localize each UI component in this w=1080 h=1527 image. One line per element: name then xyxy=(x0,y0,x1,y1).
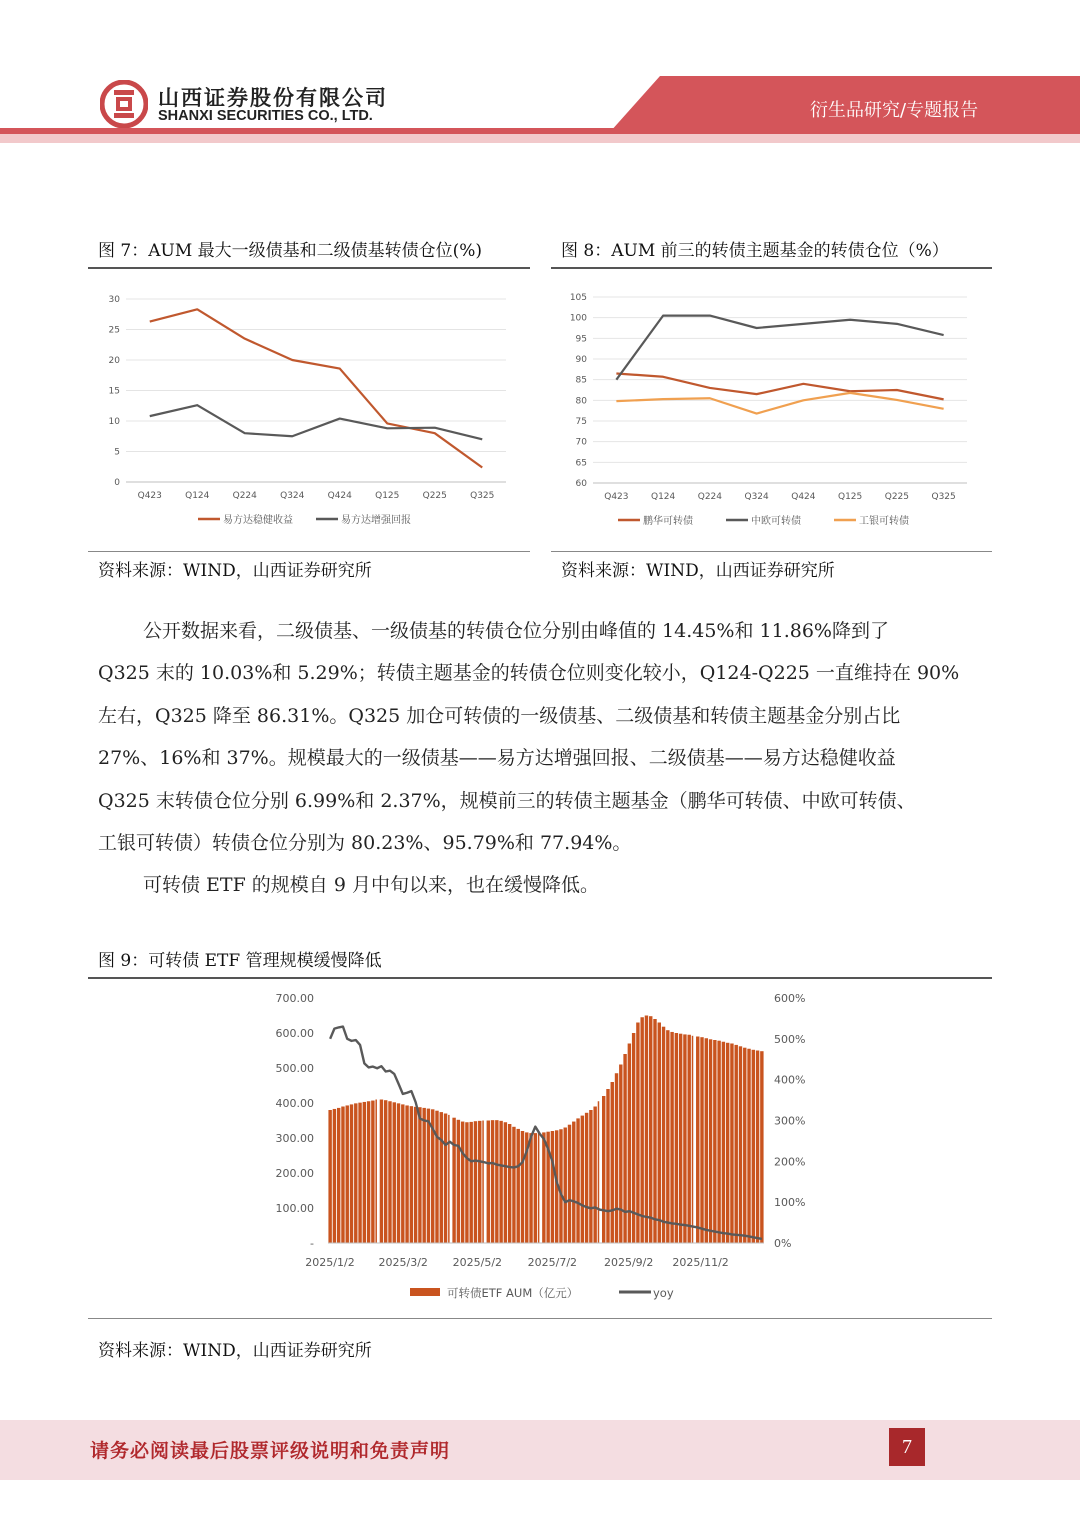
y-right-tick-label: 200% xyxy=(774,1155,806,1169)
aum-bar xyxy=(598,1101,599,1243)
aum-bar xyxy=(679,1034,682,1243)
aum-bar xyxy=(354,1103,357,1243)
body-paragraph-1-line-5: Q325 末转债仓位分别 6.99%和 2.37%，规模前三的转债主题基金（鹏华可转债、中欧可转债、 xyxy=(98,790,916,812)
company-logo-icon xyxy=(100,80,148,128)
y-tick-label: 75 xyxy=(575,417,587,427)
aum-bar xyxy=(747,1049,750,1243)
aum-bar xyxy=(508,1124,511,1243)
figure-8-source: 资料来源：WIND，山西证券研究所 xyxy=(561,561,835,581)
aum-bar xyxy=(422,1108,425,1243)
y-right-tick-label: 100% xyxy=(774,1196,806,1210)
aum-bar xyxy=(491,1120,494,1243)
figure-8-title: 图 8：AUM 前三的转债主题基金的转债仓位（%） xyxy=(561,241,949,261)
aum-bar xyxy=(538,1133,539,1243)
x-tick-label: Q225 xyxy=(422,491,447,501)
aum-bar xyxy=(739,1046,742,1243)
body-paragraph-1-line-6: 工银可转债）转债仓位分别为 80.23%、95.79%和 77.94%。 xyxy=(98,832,632,854)
legend-label: 中欧可转债 xyxy=(751,516,801,527)
x-tick-label: Q124 xyxy=(650,492,676,502)
aum-bar xyxy=(752,1050,755,1243)
aum-bar xyxy=(756,1051,759,1244)
x-tick-label: Q325 xyxy=(931,492,956,502)
aum-bar xyxy=(328,1110,331,1243)
aum-bar xyxy=(444,1114,447,1244)
legend-label: 易方达稳健收益 xyxy=(223,515,293,526)
x-tick-label: Q224 xyxy=(232,491,257,501)
aum-bar xyxy=(504,1122,507,1243)
aum-bar xyxy=(640,1017,643,1243)
aum-bar xyxy=(401,1104,404,1243)
y-tick-label: 30 xyxy=(108,295,120,305)
y-tick-label: 85 xyxy=(575,375,587,386)
figure-7-source: 资料来源：WIND，山西证券研究所 xyxy=(98,561,372,581)
legend-label: 易方达增强回报 xyxy=(341,515,411,526)
aum-bar xyxy=(410,1106,413,1243)
y-tick-label: 80 xyxy=(575,396,587,407)
aum-bar xyxy=(602,1096,605,1243)
aum-bar xyxy=(576,1118,579,1243)
x-tick-label: 2025/11/2 xyxy=(672,1256,729,1269)
aum-bar xyxy=(658,1023,661,1244)
y-tick-label: 90 xyxy=(575,355,587,365)
aum-bar xyxy=(427,1109,430,1243)
body-paragraph-2: 可转债 ETF 的规模自 9 月中旬以来，也在缓慢降低。 xyxy=(143,874,599,896)
y-tick-label: 65 xyxy=(575,458,587,469)
y-left-tick-label: 400.00 xyxy=(275,1097,314,1110)
y-tick-label: 10 xyxy=(108,417,120,427)
aum-bar xyxy=(653,1019,656,1243)
y-tick-label: 95 xyxy=(575,334,587,345)
report-section-label: 衍生品研究/专题报告 xyxy=(810,100,979,121)
figure-7-bottom-rule xyxy=(88,551,530,552)
y-tick-label: 60 xyxy=(575,479,587,489)
x-tick-label: Q424 xyxy=(791,492,816,502)
aum-bar xyxy=(487,1121,490,1244)
aum-bar xyxy=(388,1101,391,1243)
aum-bar xyxy=(589,1110,592,1243)
figure-9-source: 资料来源：WIND，山西证券研究所 xyxy=(98,1341,372,1361)
aum-bar xyxy=(726,1043,729,1243)
aum-bar xyxy=(623,1054,626,1243)
aum-bar xyxy=(692,1036,693,1243)
aum-bar xyxy=(670,1032,673,1243)
x-tick-label: Q125 xyxy=(375,491,400,501)
aum-bar xyxy=(414,1107,417,1243)
aum-bar xyxy=(469,1122,472,1243)
aum-bar xyxy=(337,1108,340,1243)
y-left-tick-label: 500.00 xyxy=(275,1062,314,1075)
aum-bar xyxy=(380,1100,383,1244)
aum-bar xyxy=(482,1121,483,1244)
y-left-tick-label: - xyxy=(310,1237,314,1250)
x-tick-label: 2025/5/2 xyxy=(452,1256,503,1269)
figure-8-chart xyxy=(551,280,992,545)
series-line-1 xyxy=(150,309,483,467)
x-tick-label: Q124 xyxy=(185,491,210,501)
aum-bar xyxy=(371,1101,374,1243)
figure-8-top-rule xyxy=(551,267,992,269)
x-tick-label: Q125 xyxy=(837,492,863,502)
aum-bar xyxy=(717,1041,720,1243)
legend-label: 工银可转债 xyxy=(859,516,909,527)
aum-bar xyxy=(534,1133,537,1243)
aum-bar xyxy=(585,1113,588,1243)
series-line-1 xyxy=(616,373,943,399)
aum-bar xyxy=(606,1089,609,1243)
aum-bar xyxy=(568,1125,571,1243)
figure-9-chart xyxy=(88,985,992,1315)
aum-bar xyxy=(346,1105,349,1243)
y-left-tick-label: 600.00 xyxy=(275,1027,314,1040)
y-right-tick-label: 500% xyxy=(774,1032,806,1046)
aum-bar xyxy=(465,1122,468,1243)
legend-label-aum: 可转债ETF AUM（亿元） xyxy=(447,1286,579,1300)
aum-bar xyxy=(341,1107,344,1244)
y-left-tick-label: 700.00 xyxy=(275,992,314,1005)
figure-9-top-rule xyxy=(88,977,992,979)
x-tick-label: 2025/1/2 xyxy=(305,1256,355,1269)
x-tick-label: Q225 xyxy=(884,492,910,502)
aum-bar xyxy=(705,1038,708,1243)
aum-bar xyxy=(687,1035,690,1243)
aum-bar xyxy=(495,1120,498,1243)
aum-bar xyxy=(499,1121,502,1243)
aum-bar xyxy=(628,1044,631,1244)
x-tick-label: Q325 xyxy=(470,491,495,501)
aum-bar xyxy=(611,1082,614,1243)
x-tick-label: 2025/9/2 xyxy=(603,1256,654,1269)
aum-bar xyxy=(440,1112,443,1243)
legend-label: 鹏华可转债 xyxy=(643,516,693,527)
aum-bar xyxy=(435,1111,438,1243)
aum-bar xyxy=(333,1109,336,1243)
x-tick-label: 2025/7/2 xyxy=(527,1256,578,1269)
disclaimer-notice: 请务必阅读最后股票评级说明和免责声明 xyxy=(90,1440,451,1462)
figure-9-title: 图 9：可转债 ETF 管理规模缓慢降低 xyxy=(98,951,382,971)
aum-bar xyxy=(350,1104,353,1243)
aum-bar xyxy=(713,1040,716,1243)
x-tick-label: Q224 xyxy=(697,492,723,502)
aum-bar xyxy=(636,1023,639,1244)
aum-bar xyxy=(478,1121,481,1243)
figure-7-top-rule xyxy=(88,267,530,269)
aum-bar xyxy=(457,1120,460,1243)
aum-bar xyxy=(529,1133,532,1243)
aum-bar xyxy=(649,1016,652,1243)
aum-bar xyxy=(521,1131,524,1243)
y-tick-label: 70 xyxy=(575,437,587,448)
y-left-tick-label: 100.00 xyxy=(275,1202,314,1215)
x-tick-label: Q423 xyxy=(604,492,629,502)
aum-bar xyxy=(517,1129,520,1243)
aum-bar xyxy=(730,1044,733,1244)
aum-bar xyxy=(735,1045,738,1243)
aum-bar xyxy=(696,1037,699,1244)
aum-bar xyxy=(581,1116,584,1243)
y-left-tick-label: 200.00 xyxy=(275,1167,314,1180)
aum-bar xyxy=(564,1128,567,1244)
page-header xyxy=(0,0,1080,150)
y-tick-label: 105 xyxy=(569,293,587,303)
aum-bar xyxy=(452,1118,455,1243)
aum-bar xyxy=(367,1101,370,1243)
x-tick-label: 2025/3/2 xyxy=(378,1256,428,1269)
aum-bar xyxy=(743,1048,746,1243)
aum-bar xyxy=(474,1121,477,1243)
aum-bar xyxy=(700,1037,703,1243)
aum-bar xyxy=(393,1102,396,1243)
aum-bar xyxy=(760,1051,763,1243)
series-line-2 xyxy=(150,405,483,439)
y-tick-label: 20 xyxy=(108,356,120,366)
aum-bar xyxy=(662,1027,665,1243)
header-band xyxy=(0,0,1080,150)
aum-bar xyxy=(358,1103,361,1243)
company-name-en: SHANXI SECURITIES CO., LTD. xyxy=(158,108,373,124)
series-line-2 xyxy=(616,316,943,380)
aum-bar xyxy=(559,1129,562,1243)
y-tick-label: 100 xyxy=(569,313,587,324)
y-tick-label: 25 xyxy=(108,325,120,336)
y-right-tick-label: 400% xyxy=(774,1073,806,1087)
aum-bar xyxy=(448,1115,449,1243)
aum-bar xyxy=(593,1107,596,1244)
aum-bar xyxy=(645,1016,648,1244)
figure-7-chart xyxy=(88,280,530,545)
aum-bar xyxy=(512,1127,515,1243)
y-left-tick-label: 300.00 xyxy=(275,1132,314,1145)
y-tick-label: 0 xyxy=(114,478,120,488)
aum-bar xyxy=(675,1033,678,1243)
aum-bar xyxy=(619,1065,622,1244)
body-paragraph-1-line-1: 公开数据来看，二级债基、一级债基的转债仓位分别由峰值的 14.45%和 11.86%降到了 xyxy=(143,620,889,642)
y-tick-label: 15 xyxy=(108,386,120,397)
figure-8-bottom-rule xyxy=(551,551,992,552)
body-paragraph-1-line-2: Q325 末的 10.03%和 5.29%；转债主题基金的转债仓位则变化较小，Q124-Q225 一直维持在 90% xyxy=(98,662,960,684)
aum-bar xyxy=(722,1042,725,1243)
aum-bar xyxy=(363,1102,366,1243)
aum-bar xyxy=(683,1034,686,1243)
legend-swatch-aum xyxy=(410,1288,440,1296)
y-right-tick-label: 0% xyxy=(774,1237,792,1250)
aum-bar xyxy=(418,1107,421,1243)
x-tick-label: Q324 xyxy=(280,491,305,501)
figure-9-bottom-rule xyxy=(88,1318,992,1319)
aum-bar xyxy=(542,1132,545,1243)
x-tick-label: Q324 xyxy=(744,492,769,502)
aum-bar xyxy=(572,1122,575,1243)
aum-bar xyxy=(384,1100,387,1243)
aum-bar xyxy=(461,1122,464,1243)
y-tick-label: 5 xyxy=(114,447,120,458)
series-line-3 xyxy=(616,393,943,414)
aum-bar xyxy=(615,1073,618,1243)
y-right-tick-label: 300% xyxy=(774,1114,806,1128)
legend-label-yoy: yoy xyxy=(653,1286,674,1300)
figure-7-title: 图 7：AUM 最大一级债基和二级债基转债仓位(%) xyxy=(98,241,483,261)
y-right-tick-label: 600% xyxy=(774,992,806,1005)
aum-bar xyxy=(551,1131,554,1243)
aum-bar xyxy=(709,1039,712,1243)
page-footer xyxy=(0,1420,1080,1480)
company-name-cn: 山西证券股份有限公司 xyxy=(158,86,388,110)
aum-bar xyxy=(666,1030,669,1243)
aum-bar xyxy=(375,1100,376,1244)
page-number: 7 xyxy=(889,1428,925,1466)
x-tick-label: Q424 xyxy=(327,491,352,501)
aum-bar xyxy=(397,1103,400,1243)
aum-bar xyxy=(405,1105,408,1243)
body-paragraph-1-line-3: 左右，Q325 降至 86.31%。Q325 加仓可转债的一级债基、二级债基和转债主题基金分别占比 xyxy=(98,705,901,727)
x-tick-label: Q423 xyxy=(137,491,162,501)
body-paragraph-1-line-4: 27%、16%和 37%。规模最大的一级债基——易方达增强回报、二级债基——易方达稳健收益 xyxy=(98,747,896,769)
